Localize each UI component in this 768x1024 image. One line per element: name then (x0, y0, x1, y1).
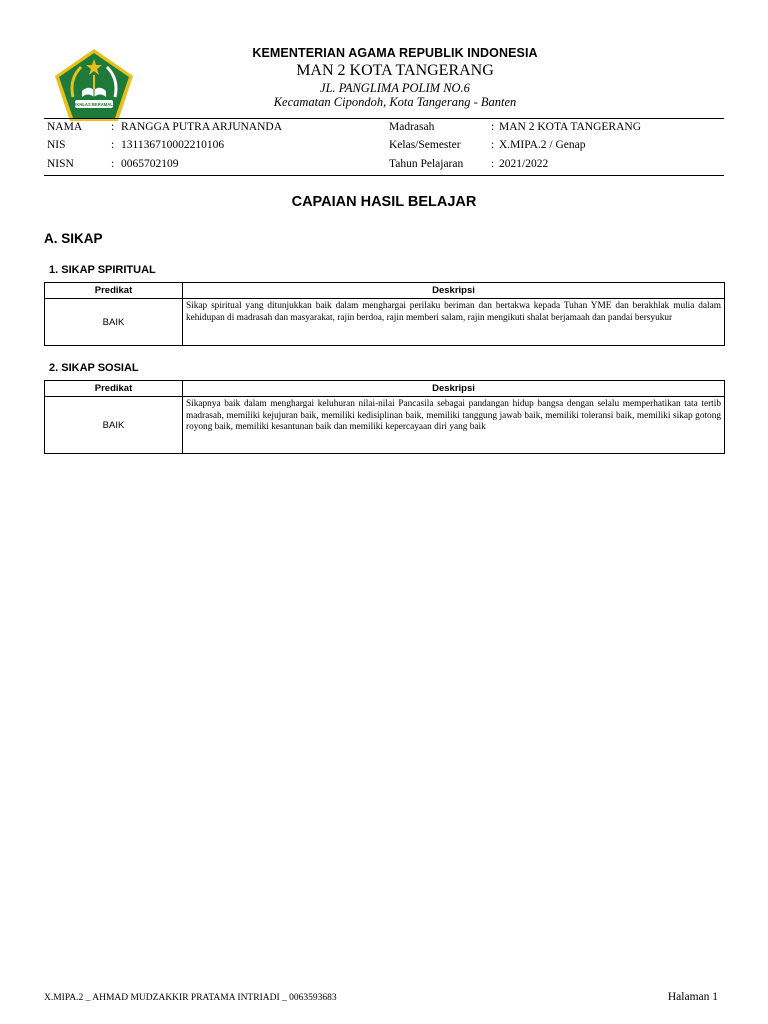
school-district: Kecamatan Cipondoh, Kota Tangerang - Banten (273, 95, 517, 109)
col-deskripsi: Deskripsi (183, 381, 725, 397)
col-deskripsi: Deskripsi (183, 283, 725, 299)
sosial-table (44, 380, 725, 454)
predikat-cell: BAIK (45, 397, 183, 454)
predikat-cell: BAIK (45, 299, 183, 346)
school-address: JL. PANGLIMA POLIM NO.6 (320, 81, 470, 95)
col-predikat: Predikat (45, 381, 183, 397)
kemenag-logo (53, 47, 135, 123)
page-number: Halaman 1 (667, 991, 718, 1003)
table-row (45, 299, 725, 346)
madrasah-label: Madrasah (389, 121, 435, 133)
footer-student-info: X.MIPA.2 _ AHMAD MUDZAKKIR PRATAMA INTRIADI _ 0063593683 (44, 993, 337, 1003)
section-a-heading: A. SIKAP (44, 231, 103, 246)
kelas-value: X.MIPA.2 / Genap (499, 139, 586, 151)
madrasah-value: MAN 2 KOTA TANGERANG (499, 121, 642, 133)
logo-motto: IKHLAS BERAMAL (75, 102, 113, 107)
tahun-value: 2021/2022 (499, 158, 549, 170)
deskripsi-cell: Sikap spiritual yang ditunjukkan baik dalam menghargai perilaku beriman dan bertakwa kepada Tuhan YME dan berakhlak mulia dalam kehidupan di madrasah dan masyarakat, rajin berdoa, rajin memberi salam, rajin mengikuti shalat berjamaah dan pandai bersyukur (183, 299, 725, 346)
col-predikat: Predikat (45, 283, 183, 299)
colon: : (491, 158, 495, 170)
spiritual-heading: 1. SIKAP SPIRITUAL (49, 264, 156, 276)
colon: : (111, 158, 115, 170)
nisn-label: NISN (47, 158, 74, 170)
colon: : (491, 139, 495, 151)
colon: : (111, 139, 115, 151)
report-title: CAPAIAN HASIL BELAJAR (291, 194, 477, 210)
spiritual-table (44, 282, 725, 346)
colon: : (491, 121, 495, 133)
table-header-row (45, 283, 725, 299)
sosial-heading: 2. SIKAP SOSIAL (49, 362, 139, 374)
nama-label: NAMA (47, 121, 83, 133)
colon: : (111, 121, 115, 133)
ministry-name: KEMENTERIAN AGAMA REPUBLIK INDONESIA (252, 46, 538, 60)
deskripsi-cell: Sikapnya baik dalam menghargai keluhuran nilai-nilai Pancasila sebagai pandangan hidup bangsa dengan selalu memperhatikan tata tertib madrasah, memiliki kejujuran baik, memiliki kedisiplinan baik, memiliki tanggung jawab baik, memiliki toleransi baik, memiliki sikap gotong royong baik, memiliki kesantunan baik dan memiliki kepercayaan diri yang baik (183, 397, 725, 454)
nis-value: 131136710002210106 (121, 139, 225, 151)
table-header-row (45, 381, 725, 397)
header-rule (44, 118, 724, 119)
nama-value: RANGGA PUTRA ARJUNANDA (121, 121, 283, 133)
nisn-value: 0065702109 (121, 158, 179, 170)
kelas-label: Kelas/Semester (389, 139, 461, 151)
school-name: MAN 2 KOTA TANGERANG (296, 62, 494, 79)
info-rule (44, 175, 724, 176)
nis-label: NIS (47, 139, 66, 151)
tahun-label: Tahun Pelajaran (389, 158, 464, 170)
table-row (45, 397, 725, 454)
